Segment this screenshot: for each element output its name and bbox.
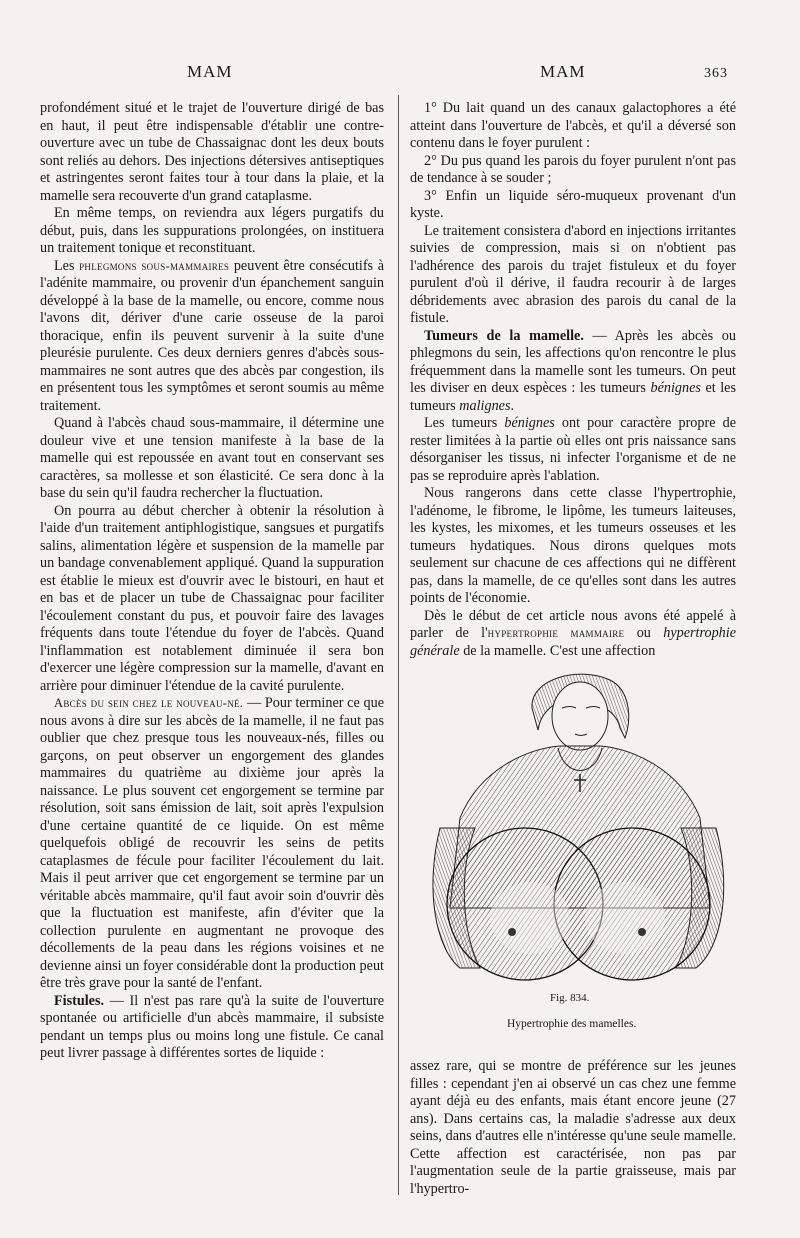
paragraph: Quand à l'abcès chaud sous-mammaire, il détermine une douleur vive et une tension manifeste à la base de la mamelle qui est repoussée en avant tout en conservant ses caractères, sa mollesse et son élasticité. Ce sera donc à la base du sein qu'il faudra rechercher la fluctuation. xyxy=(40,415,384,501)
paragraph: En même temps, on reviendra aux légers purgatifs du début, puis, dans les suppurations prolongées, on instituera un traitement tonique et reconstituant. xyxy=(40,205,384,256)
figure-caption: Hypertrophie des mamelles. xyxy=(507,1018,637,1030)
running-head-left: MAM xyxy=(187,62,233,81)
figure-number: Fig. 834. xyxy=(550,992,590,1004)
paragraph: On pourra au début chercher à obtenir la résolution à l'aide d'un traitement antiphlogistique, sangsues et purgatifs salins, alimentation légère et suspension de la mamelle par un bandage convenablement appliqué. Quand la suppuration est établie le mieux est d'ouvrir avec le bistouri, en haut et en bas et de placer un tube de Chassaignac pour faciliter l'écoulement constant du pus, et pouvoir faire des lavages fréquents dans toute l'étendue du foyer de l'abcès. Quand l'inflammation est notablement diminuée il sera bon d'exercer une légère compression sur la mamelle, d'avant en arrière pour diminuer l'étendue de la cavité purulente. xyxy=(40,502,384,694)
page-number: 363 xyxy=(704,66,728,81)
paragraph xyxy=(40,258,384,416)
section-heading: Tumeurs de la mamelle. xyxy=(424,327,584,344)
text: malignes xyxy=(459,397,511,414)
paragraph: Le traitement consistera d'abord en injections irritantes suivies de compression, mais si on n'obtient pas l'adhérence des parois du trajet fistuleux et du foyer purulent d'où il dérive, il faudra recourir à de larges débridements avec abrasion des parois du canal de la fistule. xyxy=(410,222,736,326)
text: ou xyxy=(624,625,664,641)
paragraph xyxy=(40,695,384,993)
text: — Après les abcès ou phlegmons du sein, les affections qu'on rencontre le plus fréquemment dans la mamelle sont les tumeurs. On peut les diviser en deux espèces : les tumeurs xyxy=(410,327,736,396)
paragraph xyxy=(410,415,736,485)
text: — Il n'est pas rare qu'à la suite de l'ouverture spontanée ou artificielle d'un abcès mammaire, il subsiste pendant un temps plus ou moins long une fistule. Ce canal peut livrer passage à différentes sortes de liquide : xyxy=(40,992,384,1061)
paragraph: 2° Du pus quand les parois du foyer purulent n'ont pas de tendance à se souder ; xyxy=(410,152,736,186)
text: bénignes xyxy=(650,380,701,396)
paragraph xyxy=(410,328,736,416)
text: peuvent être consécutifs à l'adénite mammaire, ou provenir d'un épanchement sanguin développé à la base de la mamelle, ou encore, comme nous l'avons dit, dériver d'une carie osseuse de la paroi thoracique, enfin ils peuvent survenir à la suite d'une pleurésie purulente. Ces deux derniers genres d'abcès sous-mammaires ne sont autres que des abcès par congestion, ils en présentent tous les symptômes et seront soumis au même traitement. xyxy=(40,257,384,414)
text: de la mamelle. C'est une affection xyxy=(459,642,656,659)
column-divider xyxy=(398,95,399,1195)
section-term: phlegmons sous-mammaires xyxy=(79,258,230,273)
text: hypertrophie générale xyxy=(410,625,736,659)
text: Les tumeurs xyxy=(424,415,505,431)
paragraph: profondément situé et le trajet de l'ouverture dirigé de bas en haut, il peut être indispensable d'établir une contre-ouverture avec un tube de Chassaignac dont les deux bouts sont reliés au dehors. Des injections détersives antiseptiques et astringentes seront faites tour à tour dans la plaie, et la mamelle sera recouverte d'un grand cataplasme. xyxy=(40,100,384,204)
paragraph xyxy=(40,993,384,1063)
left-column xyxy=(40,100,384,1063)
section-term: hypertrophie mammaire xyxy=(487,626,625,640)
text: . xyxy=(510,397,515,414)
text: — Pour terminer ce que nous avons à dire sur les abcès de la mamelle, il ne faut pas oublier que chez presque tous les nouveaux-nés, filles ou garçons, on peut observer un engorgement des glandes mammaires du quatrième au dixième jour après la naissance. Le plus souvent cet engorgement se termine par résolution, soit sans émission de lait, soit après l'expulsion d'une certaine quantité de ce liquide. On est même quelquefois obligé de recouvrir les seins de petits cataplasmes de fécule pour faciliter l'écoulement du lait. Mais il peut arriver que cet engorgement se termine par un véritable abcès mammaire, qu'il faut avoir soin d'ouvrir dès que la fluctuation est manifeste, afin d'éviter que la collection purulente en augmentant ne provoque des décollements de la peau dans les régions voisines et ne devienne ainsi un foyer considérable dont la production peut être très grave pour la santé de l'enfant. xyxy=(40,695,384,991)
text: et les tumeurs xyxy=(410,380,737,414)
text: Dès le début de cet article nous avons été appelé à parler de l' xyxy=(410,607,736,641)
paragraph: 1° Du lait quand un des canaux galactophores a été atteint dans l'ouverture de l'abcès, et qu'il a déversé son contenu dans le foyer purulent : xyxy=(410,100,736,151)
section-heading: Abcès du sein chez le nouveau-né. xyxy=(54,696,244,710)
right-column xyxy=(410,100,736,660)
text: bénignes xyxy=(504,415,555,431)
paragraph: Nous rangerons dans cette classe l'hypertrophie, l'adénome, le fibrome, le lipôme, les tumeurs laiteuses, les kystes, les mixomes, et les tumeurs osseuses et les tumeurs hydatiques. Nous dirons quelques mots seulement sur chacune de ces affections qui ne diffèrent pas, dans la mamelle, de ce qu'elles sont dans les autres points de l'économie. xyxy=(410,485,736,606)
paragraph: assez rare, qui se montre de préférence sur les jeunes filles : cependant j'en ai observé un cas chez une femme ayant déjà eu des enfants, mais étant encore jeune (27 ans). Dans certains cas, la maladie s'adresse aux deux seins, dans d'autres elle n'intéresse qu'une seule mamelle. Cette affection est caractérisée, non pas par l'augmentation seule de la partie graisseuse, mais par l'hypertro- xyxy=(410,1058,736,1197)
engraving-illustration xyxy=(420,668,736,986)
right-column-continued xyxy=(410,1058,736,1198)
paragraph xyxy=(410,608,736,661)
paragraph: 3° Enfin un liquide séro-muqueux provenant d'un kyste. xyxy=(410,187,736,221)
section-heading: Fistules. xyxy=(54,992,105,1009)
text: ont pour caractère propre de rester limitées à la partie où elles ont pris naissance sans désorganiser les tissus, ni infecter l'organisme et de ne pas se reproduire après l'ablation. xyxy=(410,415,736,484)
text: Les xyxy=(54,257,75,274)
figure-engraving xyxy=(420,668,736,986)
running-head-right: MAM xyxy=(540,62,586,81)
